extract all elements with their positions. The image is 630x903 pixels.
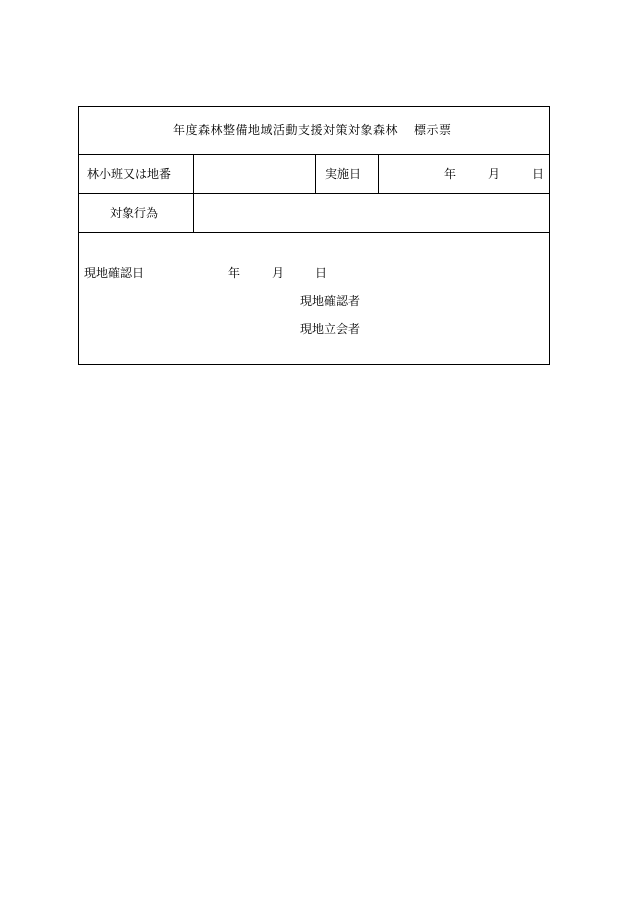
confirmation-day-label: 日	[315, 266, 328, 280]
form-title-suffix: 標示票	[414, 123, 452, 137]
target-action-label: 対象行為	[110, 206, 159, 220]
form-title	[173, 123, 452, 137]
site-confirmation-date-label: 現地確認日	[84, 266, 145, 280]
confirmation-year-label: 年	[228, 266, 241, 280]
parcel-label: 林小班又は地番	[87, 167, 172, 181]
implementation-year-label: 年	[444, 167, 457, 181]
title-divider	[79, 154, 549, 155]
forest-sign-form	[78, 106, 550, 365]
form-title-main: 年度森林整備地域活動支援対策対象森林	[173, 123, 399, 137]
row1-divider	[79, 193, 549, 194]
date-label-right-divider	[378, 154, 379, 193]
implementation-date-label: 実施日	[325, 167, 362, 181]
site-confirmer-label: 現地確認者	[300, 294, 361, 308]
label-column-divider	[193, 154, 194, 232]
implementation-month-label: 月	[488, 167, 501, 181]
date-label-left-divider	[315, 154, 316, 193]
row2-divider	[79, 232, 549, 233]
confirmation-month-label: 月	[272, 266, 285, 280]
implementation-day-label: 日	[532, 167, 545, 181]
site-witness-label: 現地立会者	[300, 322, 361, 336]
